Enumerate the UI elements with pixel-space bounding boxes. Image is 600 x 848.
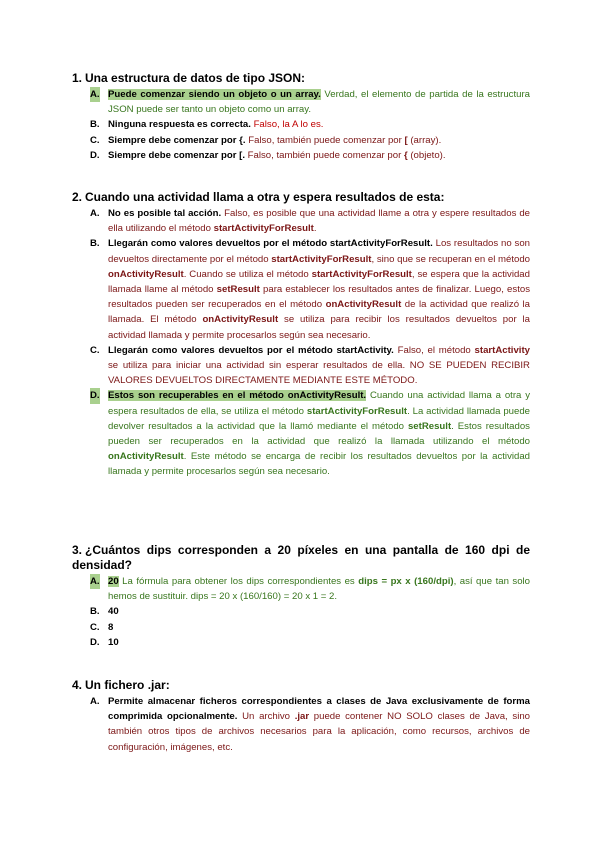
question-1-title: 1. Una estructura de datos de tipo JSON: — [72, 71, 306, 85]
question-2-options — [90, 206, 530, 480]
option-1c: C. Siempre debe comenzar por {. Falso, también puede comenzar por [ (array). — [90, 134, 442, 146]
option-2d: D. Estos son recuperables en el método onActivityResult. Cuando una actividad llama a otra y espera resultados de ella, se utiliza el método startActivityForResult. La actividad llamada puede devolver resultados a la actividad que la llamó mediante el método setResult. Estos resultados pueden ser recuperados en la actividad que realizó la llamada utilizando el método onActivityResult. Este método se encarga de recibir los resultados devueltos por la actividad llamada y permite procesarlos según sea necesario. — [90, 390, 530, 478]
option-3c: C. 8 — [90, 621, 114, 633]
question-1-options — [90, 87, 530, 163]
question-3-options — [90, 574, 530, 650]
question-3-title: 3. ¿Cuántos dips corresponden a 20 píxeles en una pantalla de 160 dpi de densidad? — [72, 543, 530, 572]
question-4-title: 4. Un fichero .jar: — [72, 678, 170, 692]
option-2a: A. No es posible tal acción. Falso, es posible que una actividad llame a otra y espere resultados de ella utilizando el método startActivityForResult. — [90, 208, 530, 235]
option-1b: B. Ninguna respuesta es correcta. Falso, la A lo es. — [90, 119, 324, 131]
option-4a: A. Permite almacenar ficheros correspondientes a clases de Java exclusivamente de forma comprimida opcionalmente. Un archivo .jar puede contener NO SOLO clases de Java, sino también otros tipos de archivos necesarios para la aplicación, como recursos, archivos de configuración, imágenes, etc. — [90, 696, 531, 753]
option-1a: A. Puede comenzar siendo un objeto o un array. Verdad, el elemento de partida de la estructura JSON puede ser tanto un objeto como un array. — [90, 89, 530, 116]
option-3d: D. 10 — [90, 636, 119, 648]
option-2c: C. Llegarán como valores devueltos por el método startActivity. Falso, el método startActivity se utiliza para iniciar una actividad sin esperar resultados de ella. NO SE PUEDEN RECIBIR VALORES DEVUELTOS DIRECTAMENTE MEDIANTE ESTE MÉTODO. — [90, 344, 530, 387]
question-4-options — [90, 694, 530, 755]
option-2b: B. Llegarán como valores devueltos por el método startActivityForResult. Los resultados no son devueltos directamente por el método startActivityForResult, sino que se recuperan en el método onActivityResult. Cuando se utiliza el método startActivityForResult, se espera que la actividad llamada llame al método setResult para establecer los resultados antes de finalizar. Luego, estos resultados pueden ser recuperados en el método onActivityResult de la actividad que realizó la llamada. El método onActivityResult se utiliza para recibir los resultados devueltos por la actividad llamada y permite procesarlos según sea necesario. — [90, 238, 531, 341]
option-1d: D. Siempre debe comenzar por [. Falso, también puede comenzar por { (objeto). — [90, 149, 446, 161]
option-3a: A. 20 La fórmula para obtener los dips correspondientes es dips = px x (160/dpi), así que tan solo hemos de sustituir. dips = 20 x (160/160) = 20 x 1 = 2. — [90, 576, 531, 603]
option-3b: B. 40 — [90, 606, 119, 618]
question-2-title: 2. Cuando una actividad llama a otra y espera resultados de esta: — [72, 190, 445, 204]
